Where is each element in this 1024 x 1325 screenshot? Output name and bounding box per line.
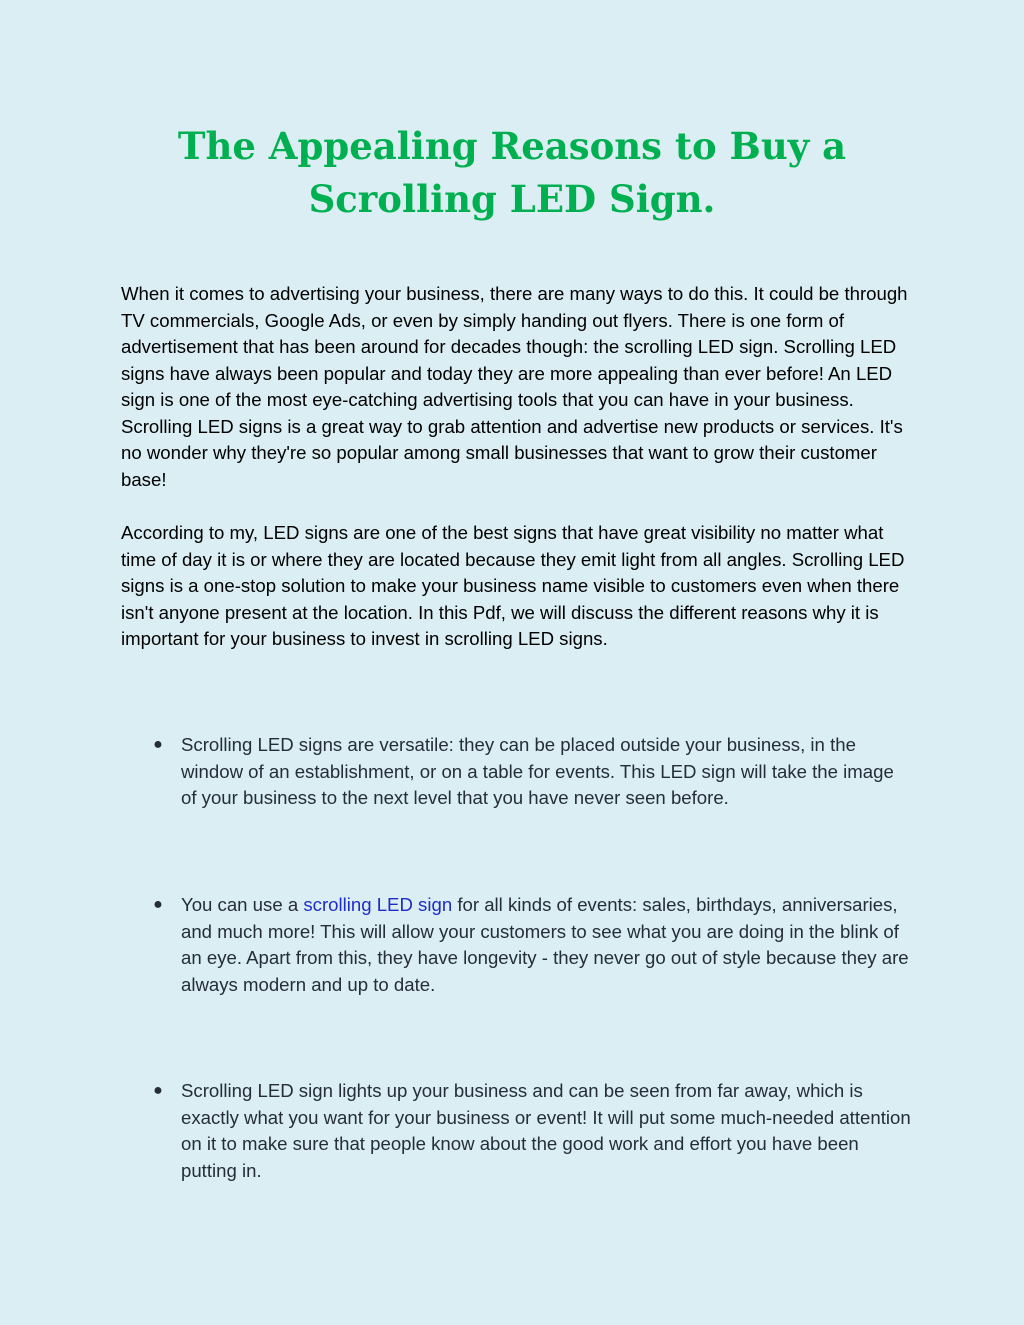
bullet-item-versatile	[121, 732, 911, 812]
bullet-dot-icon: ●	[153, 896, 163, 913]
scrolling-led-sign-link[interactable]: scrolling LED sign	[303, 894, 453, 915]
bullet-text-before-link: You can use a	[181, 894, 304, 915]
bullet-item-events	[121, 892, 911, 998]
bullet-text: Scrolling LED signs are versatile: they can be placed outside your business, in the window of an establishment, or on a table for events. This LED sign will take the image of your business to the next level that you have never seen before.	[181, 734, 894, 808]
second-paragraph: According to my, LED signs are one of the best signs that have great visibility no matter what time of day it is or where they are located because they emit light from all angles. Scrolling LED signs is a one-stop solution to make your business name visible to customers even when there isn't anyone present at the location. In this Pdf, we will discuss the different reasons why it is important for your business to invest in scrolling LED signs.	[121, 522, 905, 649]
bullet-text	[181, 892, 911, 998]
bullet-text: Scrolling LED sign lights up your business and can be seen from far away, which is exactly what you want for your business or event! It will put some much-needed attention on it to make sure that people know about the good work and effort you have been putting in.	[181, 1080, 911, 1181]
bullet-text-after-link: for all kinds of events: sales, birthdays, anniversaries, and much more! This will allow your customers to see what you are doing in the blink of an eye. Apart from this, they have longevity - they never go out of style because they are always modern and up to date.	[181, 894, 909, 995]
bullet-dot-icon: ●	[153, 1082, 163, 1099]
intro-paragraph: When it comes to advertising your business, there are many ways to do this. It could be through TV commercials, Google Ads, or even by simply handing out flyers. There is one form of advertisement that has been around for decades though: the scrolling LED sign. Scrolling LED signs have always been popular and today they are more appealing than ever before! An LED sign is one of the most eye-catching advertising tools that you can have in your business. Scrolling LED signs is a great way to grab attention and advertise new products or services. It's no wonder why they're so popular among small businesses that want to grow their customer base!	[121, 283, 908, 490]
document-title: The Appealing Reasons to Buy a Scrolling LED Sign.	[177, 124, 847, 221]
bullet-dot-icon: ●	[153, 736, 163, 753]
bullet-item-visibility	[121, 1078, 911, 1184]
